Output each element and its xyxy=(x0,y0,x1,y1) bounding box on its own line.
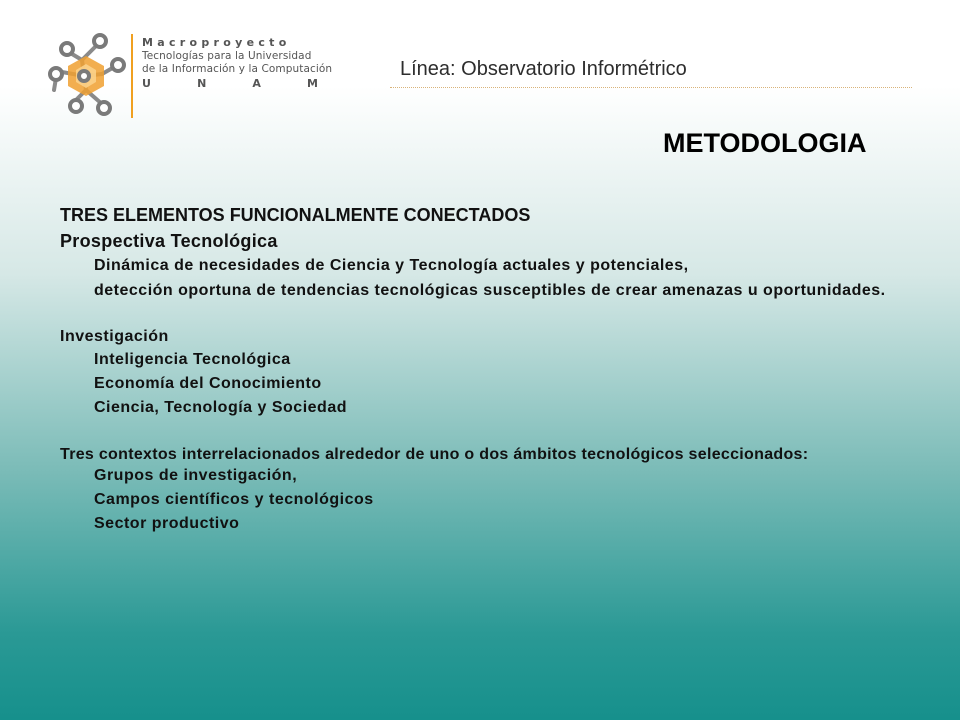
prospectiva-label: Prospectiva Tecnológica xyxy=(60,231,278,251)
logo-unam xyxy=(142,76,318,92)
contextos-item: Campos científicos y tecnológicos xyxy=(94,491,374,508)
logo-unam-letter: A xyxy=(252,77,261,90)
slide-body xyxy=(60,204,900,536)
investigacion-item: Ciencia, Tecnología y Sociedad xyxy=(94,399,347,416)
logo-title: Macroproyecto xyxy=(142,36,291,49)
slide-title: METODOLOGIA xyxy=(663,128,867,158)
macroproyecto-logo xyxy=(44,30,344,122)
prospectiva-item: detección oportuna de tendencias tecnológicas susceptibles de crear amenazas u oportunidades. xyxy=(94,282,886,299)
logo-unam-letter: M xyxy=(307,77,318,90)
logo-wordmark xyxy=(142,36,352,92)
section-heading: TRES ELEMENTOS FUNCIONALMENTE CONECTADOS xyxy=(60,205,531,225)
contextos-label: Tres contextos interrelacionados alrededor de uno o dos ámbitos tecnológicos seleccionados: xyxy=(60,446,809,463)
contextos-item: Grupos de investigación, xyxy=(94,467,298,484)
network-molecule-icon xyxy=(44,30,128,122)
logo-subtitle-1: Tecnologías para la Universidad xyxy=(142,50,312,62)
contextos-item: Sector productivo xyxy=(94,515,240,532)
logo-subtitle-2: de la Información y la Computación xyxy=(142,63,333,75)
prospectiva-item: Dinámica de necesidades de Ciencia y Tecnología actuales y potenciales, xyxy=(94,257,689,274)
line-title: Línea: Observatorio Informétrico xyxy=(400,58,687,80)
header-divider xyxy=(390,87,912,88)
investigacion-label: Investigación xyxy=(60,328,169,345)
logo-unam-letter: U xyxy=(142,77,151,90)
logo-unam-letter: N xyxy=(197,77,207,90)
logo-divider xyxy=(131,34,133,118)
investigacion-item: Economía del Conocimiento xyxy=(94,375,322,392)
investigacion-item: Inteligencia Tecnológica xyxy=(94,351,291,368)
